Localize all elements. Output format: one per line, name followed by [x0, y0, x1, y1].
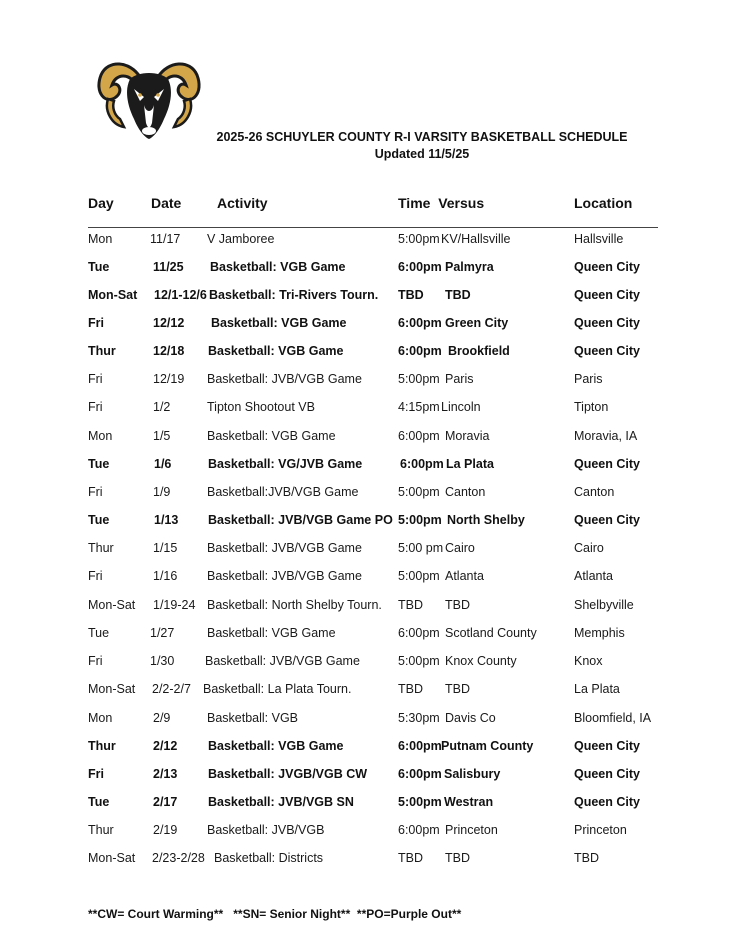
cell-date: 2/23-2/28: [152, 851, 205, 865]
cell-day: Mon: [88, 711, 113, 725]
cell-activity: Basketball: JVB/VGB Game: [207, 569, 362, 583]
cell-versus: Atlanta: [445, 569, 484, 583]
cell-day: Fri: [88, 316, 104, 330]
cell-activity: Basketball: VGB Game: [208, 344, 344, 358]
cell-location: La Plata: [574, 682, 620, 696]
cell-day: Fri: [88, 767, 104, 781]
cell-day: Mon: [88, 232, 113, 246]
updated-date: Updated 11/5/25: [374, 147, 470, 161]
cell-time: 6:00pm: [398, 739, 442, 753]
cell-date: 12/1-12/6: [154, 288, 207, 302]
cell-versus: Cairo: [445, 541, 475, 555]
cell-time: 5:00pm: [398, 232, 440, 246]
header-day: Day: [88, 195, 114, 211]
cell-versus: Green City: [445, 316, 509, 330]
cell-day: Fri: [88, 569, 103, 583]
cell-location: Paris: [574, 372, 603, 386]
table-row: [0, 541, 750, 563]
cell-location: TBD: [574, 851, 599, 865]
cell-day: Thur: [88, 541, 114, 555]
cell-activity: Basketball: Tri-Rivers Tourn.: [209, 288, 379, 302]
cell-date: 1/16: [153, 569, 178, 583]
cell-location: Cairo: [574, 541, 604, 555]
table-row: [0, 400, 750, 422]
cell-versus: TBD: [445, 288, 471, 302]
cell-day: Fri: [88, 485, 103, 499]
cell-location: Princeton: [574, 823, 627, 837]
table-row: [0, 316, 750, 338]
cell-day: Mon-Sat: [88, 851, 136, 865]
cell-activity: Basketball: La Plata Tourn.: [203, 682, 352, 696]
cell-activity: Basketball: JVB/VGB Game: [207, 541, 362, 555]
cell-activity: Basketball: JVGB/VGB CW: [208, 767, 368, 781]
cell-time: 5:00 pm: [398, 541, 444, 555]
cell-location: Queen City: [574, 795, 640, 809]
header-divider: [88, 227, 658, 228]
table-row: [0, 372, 750, 394]
cell-date: 1/5: [153, 429, 171, 443]
cell-versus: TBD: [445, 598, 470, 612]
cell-date: 1/30: [150, 654, 175, 668]
cell-time: 5:00pm: [398, 372, 440, 386]
schedule-title: 2025-26 SCHUYLER COUNTY R-I VARSITY BASKETBALL SCHEDULE: [216, 130, 628, 144]
cell-time: 4:15pm: [398, 400, 440, 414]
cell-time: 6:00pm: [398, 767, 442, 781]
cell-date: 2/13: [153, 767, 178, 781]
cell-versus: Scotland County: [445, 626, 537, 640]
cell-time: 5:00pm: [398, 795, 442, 809]
table-row: [0, 682, 750, 704]
cell-day: Tue: [88, 626, 110, 640]
cell-versus: KV/Hallsville: [441, 232, 511, 246]
cell-date: 1/13: [154, 513, 179, 527]
cell-location: Queen City: [574, 344, 640, 358]
table-row: [0, 288, 750, 310]
cell-versus: Knox County: [445, 654, 517, 668]
table-row: [0, 654, 750, 676]
cell-activity: Basketball: Districts: [214, 851, 324, 865]
cell-activity: Basketball: JVB/VGB Game PO: [208, 513, 393, 527]
cell-location: Canton: [574, 485, 615, 499]
cell-time: 5:00pm: [398, 569, 440, 583]
cell-versus: Canton: [445, 485, 486, 499]
cell-time: TBD: [398, 288, 424, 302]
table-row: [0, 232, 750, 254]
cell-date: 1/27: [150, 626, 175, 640]
cell-versus: TBD: [445, 851, 470, 865]
cell-activity: Basketball: VGB Game: [207, 429, 336, 443]
table-row: [0, 626, 750, 648]
cell-day: Tue: [88, 513, 110, 527]
cell-activity: Basketball: VG/JVB Game: [208, 457, 363, 471]
cell-day: Thur: [88, 823, 114, 837]
cell-day: Mon-Sat: [88, 682, 136, 696]
cell-versus: Paris: [445, 372, 474, 386]
cell-activity: V Jamboree: [207, 232, 275, 246]
cell-location: Bloomfield, IA: [574, 711, 652, 725]
cell-day: Fri: [88, 400, 103, 414]
cell-date: 12/19: [153, 372, 185, 386]
cell-activity: Basketball: VGB Game: [208, 739, 344, 753]
cell-versus: Moravia: [445, 429, 490, 443]
cell-date: 1/19-24: [153, 598, 196, 612]
cell-location: Tipton: [574, 400, 609, 414]
cell-activity: Basketball: JVB/VGB Game: [207, 372, 362, 386]
cell-location: Queen City: [574, 288, 640, 302]
cell-location: Atlanta: [574, 569, 613, 583]
cell-day: Tue: [88, 260, 110, 274]
cell-versus: TBD: [445, 682, 470, 696]
cell-time: 5:00pm: [398, 513, 442, 527]
cell-date: 2/19: [153, 823, 178, 837]
header-location: Location: [574, 195, 633, 211]
cell-location: Queen City: [574, 316, 640, 330]
cell-date: 12/18: [153, 344, 185, 358]
cell-versus: Brookfield: [448, 344, 510, 358]
cell-versus: Lincoln: [441, 400, 481, 414]
cell-location: Queen City: [574, 767, 640, 781]
cell-day: Fri: [88, 654, 103, 668]
cell-day: Mon: [88, 429, 113, 443]
cell-versus: La Plata: [446, 457, 494, 471]
cell-activity: Basketball:JVB/VGB Game: [207, 485, 359, 499]
cell-time: 5:00pm: [398, 485, 440, 499]
cell-location: Queen City: [574, 513, 640, 527]
cell-date: 2/2-2/7: [152, 682, 191, 696]
cell-versus: Davis Co: [445, 711, 496, 725]
header-date: Date: [151, 195, 182, 211]
cell-location: Knox: [574, 654, 603, 668]
cell-location: Memphis: [574, 626, 625, 640]
cell-date: 2/17: [153, 795, 178, 809]
cell-date: 11/25: [153, 260, 184, 274]
cell-day: Thur: [88, 344, 116, 358]
cell-versus: Palmyra: [445, 260, 494, 274]
table-row: [0, 344, 750, 366]
table-row: [0, 739, 750, 761]
table-row: [0, 795, 750, 817]
header-time-versus: Time Versus: [398, 195, 485, 211]
cell-activity: Basketball: VGB: [207, 711, 299, 725]
cell-time: TBD: [398, 851, 423, 865]
cell-date: 1/15: [153, 541, 178, 555]
cell-location: Queen City: [574, 260, 640, 274]
cell-time: 6:00pm: [400, 457, 444, 471]
cell-location: Queen City: [574, 457, 640, 471]
cell-versus: Westran: [444, 795, 494, 809]
cell-date: 1/6: [154, 457, 172, 471]
cell-day: Mon-Sat: [88, 288, 138, 302]
cell-versus: Salisbury: [444, 767, 501, 781]
cell-time: TBD: [398, 682, 423, 696]
cell-location: Queen City: [574, 739, 640, 753]
cell-time: 6:00pm: [398, 316, 442, 330]
cell-time: 6:00pm: [398, 344, 442, 358]
cell-date: 12/12: [153, 316, 185, 330]
table-row: [0, 823, 750, 845]
cell-versus: Princeton: [445, 823, 498, 837]
cell-location: Hallsville: [574, 232, 624, 246]
cell-versus: North Shelby: [447, 513, 525, 527]
cell-date: 2/12: [153, 739, 178, 753]
cell-date: 1/9: [153, 485, 171, 499]
legend-footnote: **CW= Court Warming** **SN= Senior Night** **PO=Purple Out**: [88, 907, 462, 921]
header-activity: Activity: [217, 195, 268, 211]
cell-day: Thur: [88, 739, 116, 753]
cell-date: 1/2: [153, 400, 171, 414]
table-row: [0, 457, 750, 479]
cell-activity: Basketball: North Shelby Tourn.: [207, 598, 382, 612]
cell-activity: Basketball: JVB/VGB: [207, 823, 325, 837]
cell-activity: Basketball: JVB/VGB Game: [205, 654, 360, 668]
cell-time: 5:30pm: [398, 711, 440, 725]
cell-day: Mon-Sat: [88, 598, 136, 612]
cell-date: 2/9: [153, 711, 171, 725]
cell-time: 6:00pm: [398, 823, 440, 837]
cell-activity: Basketball: VGB Game: [210, 260, 346, 274]
table-row: [0, 569, 750, 591]
table-row: [0, 513, 750, 535]
cell-activity: Basketball: JVB/VGB SN: [208, 795, 354, 809]
cell-activity: Basketball: VGB Game: [207, 626, 336, 640]
cell-versus: Putnam County: [441, 739, 534, 753]
cell-activity: Basketball: VGB Game: [211, 316, 347, 330]
table-row: [0, 485, 750, 507]
table-row: [0, 767, 750, 789]
cell-activity: Tipton Shootout VB: [207, 400, 315, 414]
cell-time: 6:00pm: [398, 626, 440, 640]
ram-logo-icon: [94, 55, 204, 143]
table-row: [0, 851, 750, 873]
cell-time: 5:00pm: [398, 654, 440, 668]
cell-day: Tue: [88, 457, 110, 471]
table-row: [0, 598, 750, 620]
cell-time: 6:00pm: [398, 260, 442, 274]
table-row: [0, 429, 750, 451]
cell-time: TBD: [398, 598, 423, 612]
cell-time: 6:00pm: [398, 429, 440, 443]
cell-location: Moravia, IA: [574, 429, 638, 443]
table-row: [0, 260, 750, 282]
table-row: [0, 711, 750, 733]
cell-date: 11/17: [150, 232, 181, 246]
cell-day: Tue: [88, 795, 110, 809]
cell-location: Shelbyville: [574, 598, 634, 612]
cell-day: Fri: [88, 372, 103, 386]
